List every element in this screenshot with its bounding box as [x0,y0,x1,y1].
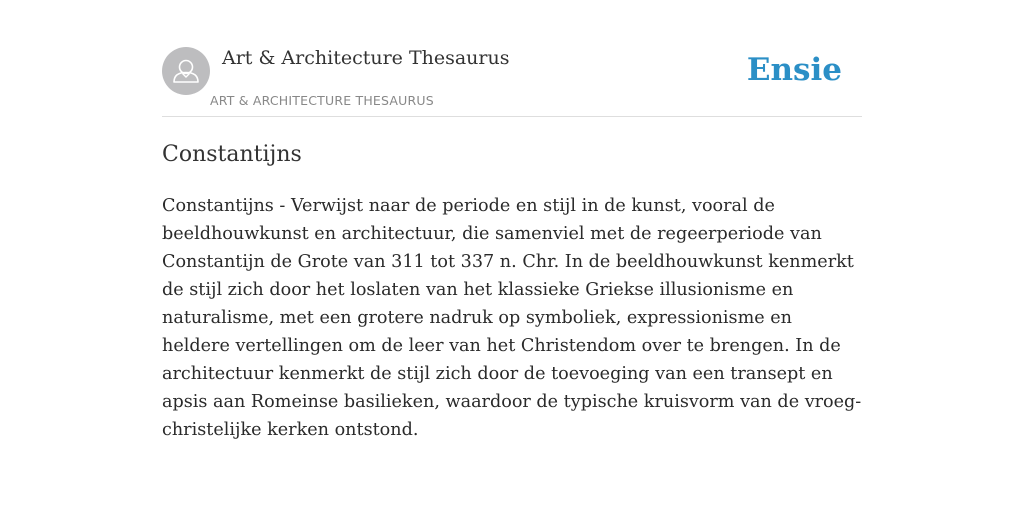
user-icon [162,47,210,95]
source-subtitle: ART & ARCHITECTURE THESAURUS [210,93,434,108]
card-header [162,0,862,117]
avatar[interactable] [162,47,210,95]
source-title[interactable]: Art & Architecture Thesaurus [222,47,510,69]
definition-text: Constantijns - Verwijst naar de periode en stijl in de kunst, vooral de beeldhouwkunst en architectuur, die samenviel met de regeerperiode van Constantijn de Grote van 311 tot 337 n. Chr. In de beeldhouwkunst kenmerkt de stijl zich door het loslaten van het klassieke Griekse illusionisme en naturalisme, met een grotere nadruk op symboliek, expressionisme en heldere vertellingen om de leer van het Christendom over te brengen. In de architectuur kenmerkt de stijl zich door de toevoeging van een transept en apsis aan Romeinse basilieken, waardoor de typische kruisvorm van de vroeg-christelijke kerken ontstond. [162,196,862,440]
definition-card [162,0,862,512]
brand-logo[interactable]: Ensie [746,52,842,88]
term-title: Constantijns [162,142,302,167]
